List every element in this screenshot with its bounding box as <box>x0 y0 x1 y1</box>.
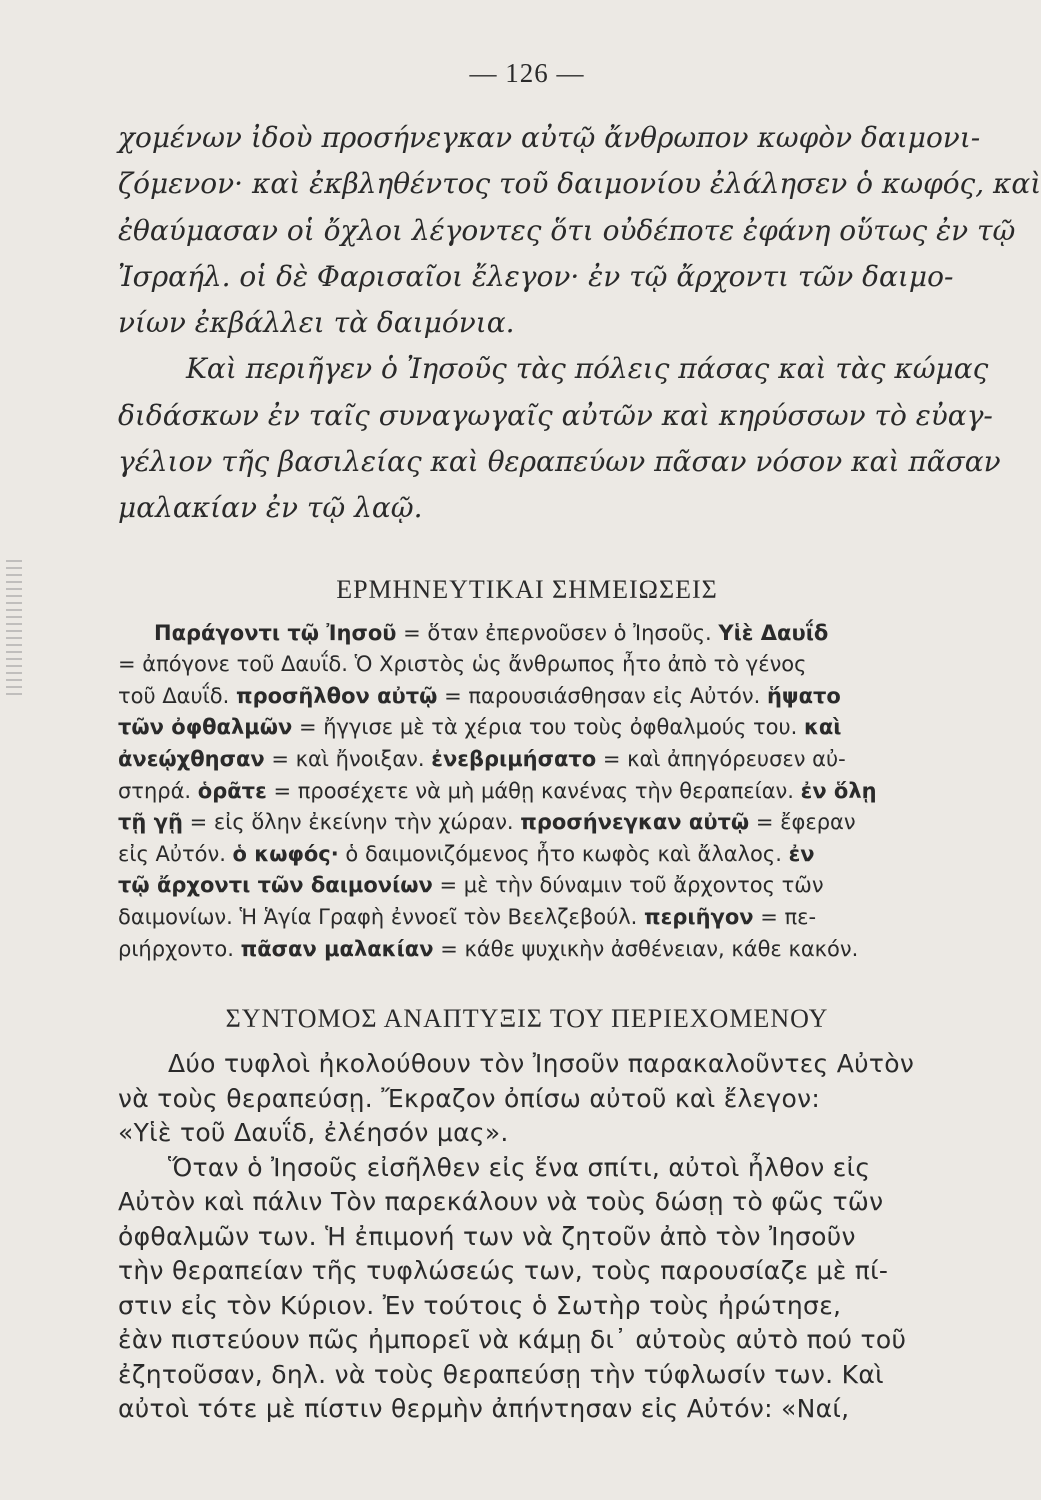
note-term: περιῆγον <box>644 905 754 930</box>
scripture-line: νίων ἐκβάλλει τὰ δαιμόνια. <box>118 306 515 340</box>
scripture-text <box>118 115 1041 532</box>
note-gloss: = ἀπόγονε τοῦ Δαυΐδ. Ὁ Χριστὸς ὡς ἄνθρωπος ἦτο ἀπὸ τὸ γένος <box>118 652 807 677</box>
scripture-line: Καὶ περιῆγεν ὁ Ἰησοῦς τὰς πόλεις πάσας καὶ τὰς κώμας <box>186 352 989 386</box>
note-line <box>118 712 936 744</box>
note-gloss: = εἰς ὅλην ἐκείνην τὴν χώραν. <box>182 810 521 835</box>
note-line <box>118 744 936 776</box>
summary-line: Δύο τυφλοὶ ἠκολούθουν τὸν Ἰησοῦν παρακαλοῦντες Αὐτὸν <box>168 1049 915 1079</box>
summary-line: ἐζητοῦσαν, δηλ. νὰ τοὺς θεραπεύσῃ τὴν τύφλωσίν των. Καὶ <box>118 1359 884 1389</box>
note-term: ὁ κωφός· <box>232 841 339 866</box>
summary-line: νὰ τοὺς θεραπεύσῃ. Ἔκραζον ὀπίσω αὐτοῦ καὶ ἔλεγον: <box>118 1083 821 1113</box>
note-term: Παράγοντι τῷ Ἰησοῦ <box>154 620 397 645</box>
note-term: καὶ <box>803 715 842 740</box>
note-term: τῷ ἄρχοντι τῶν δαιμονίων <box>118 873 433 898</box>
note-gloss: ριήρχοντο. <box>118 936 241 961</box>
note-gloss: = παρουσιάσθησαν εἰς Αὐτόν. <box>437 683 767 708</box>
margin-scan-mark <box>6 560 22 700</box>
summary-line: ἐὰν πιστεύουν πῶς ἠμπορεῖ νὰ κάμῃ δι᾿ αὐτοὺς αὐτὸ πού τοῦ <box>118 1325 907 1355</box>
note-line <box>118 934 936 966</box>
note-term: τῶν ὀφθαλμῶν <box>118 715 293 740</box>
scripture-line: γέλιον τῆς βασιλείας καὶ θεραπεύων πᾶσαν νόσον καὶ πᾶσαν <box>118 445 1001 479</box>
note-term: προσῆλθον αὐτῷ <box>235 683 438 708</box>
note-gloss: = καὶ ἤνοιξαν. <box>264 747 432 772</box>
note-gloss: = κάθε ψυχικὴν ἀσθένειαν, κάθε κακόν. <box>433 936 859 961</box>
scripture-line: διδάσκων ἐν ταῖς συναγωγαῖς αὐτῶν καὶ κηρύσσων τὸ εὐαγ- <box>118 398 993 432</box>
page-number: — 126 — <box>469 58 585 88</box>
note-gloss: στηρά. <box>118 778 198 803</box>
note-term: προσήνεγκαν αὐτῷ <box>520 810 750 835</box>
summary-text <box>118 1047 936 1427</box>
note-term: ἐν <box>788 841 815 866</box>
note-line <box>118 902 936 934</box>
note-gloss: = ἤγγισε μὲ τὰ χέρια του τοὺς ὀφθαλμούς του. <box>292 715 804 740</box>
note-line <box>118 839 936 871</box>
note-gloss: δαιμονίων. Ἡ Ἁγία Γραφὴ ἐννοεῖ τὸν Βεελζεβούλ. <box>118 905 645 930</box>
scripture-line: ἐθαύμασαν οἱ ὄχλοι λέγοντες ὅτι οὐδέποτε ἐφάνη οὕτως ἐν τῷ <box>118 213 1016 247</box>
note-line <box>118 618 936 650</box>
scripture-line: χομένων ἰδοὺ προσήνεγκαν αὐτῷ ἄνθρωπον κωφὸν δαιμονι- <box>118 121 981 154</box>
note-term: πᾶσαν μαλακίαν <box>240 936 434 961</box>
note-term: ἥψατο <box>766 683 841 708</box>
note-line <box>118 807 936 839</box>
interpretive-notes <box>118 618 936 966</box>
scripture-line: ζόμενον· καὶ ἐκβληθέντος τοῦ δαιμονίου ἐλάλησεν ὁ κωφός, καὶ <box>118 167 1041 201</box>
scripture-line: μαλακίαν ἐν τῷ λαῷ. <box>118 491 423 525</box>
book-page <box>118 58 1041 1427</box>
summary-line: τὴν θεραπείαν τῆς τυφλώσεώς των, τοὺς παρουσίαζε μὲ πί- <box>118 1256 889 1286</box>
summary-line: ὀφθαλμῶν των. Ἡ ἐπιμονή των νὰ ζητοῦν ἀπὸ τὸν Ἰησοῦν <box>118 1221 856 1251</box>
summary-line: Ὅταν ὁ Ἰησοῦς εἰσῆλθεν εἰς ἕνα σπίτι, αὐτοὶ ἦλθον εἰς <box>168 1152 871 1182</box>
note-gloss: = ὅταν ἐπερνοῦσεν ὁ Ἰησοῦς. <box>396 620 719 645</box>
note-gloss: τοῦ Δαυΐδ. <box>118 683 236 708</box>
note-term: ὁρᾶτε <box>197 778 267 803</box>
note-gloss: ὁ δαιμονιζόμενος ἦτο κωφὸς καὶ ἄλαλος. <box>338 841 789 866</box>
note-term: τῇ γῇ <box>118 810 183 835</box>
summary-line: στιν εἰς τὸν Κύριον. Ἐν τούτοις ὁ Σωτὴρ τοὺς ἠρώτησε, <box>118 1290 842 1320</box>
note-gloss: = καὶ ἀπηγόρευσεν αὐ- <box>596 747 846 772</box>
note-line <box>118 870 936 902</box>
note-gloss: = ἔφεραν <box>749 810 856 835</box>
note-term: Υἱὲ Δαυΐδ <box>718 620 829 645</box>
summary-heading: ΣΥΝΤΟΜΟΣ ΑΝΑΠΤΥΞΙΣ ΤΟΥ ΠΕΡΙΕΧΟΜΕΝΟΥ <box>225 1004 829 1034</box>
summary-line: «Υἱὲ τοῦ Δαυΐδ, ἐλέησόν μας». <box>118 1118 509 1148</box>
note-line <box>118 649 936 681</box>
note-gloss: = προσέχετε νὰ μὴ μάθῃ κανένας τὴν θεραπείαν. <box>266 778 801 803</box>
summary-line: αὐτοὶ τότε μὲ πίστιν θερμὴν ἀπήντησαν εἰς Αὐτόν: «Ναί, <box>118 1394 850 1424</box>
note-term: ἀνεῴχθησαν <box>118 747 265 772</box>
note-term: ἐν ὅλῃ <box>800 778 877 803</box>
note-gloss: = μὲ τὴν δύναμιν τοῦ ἄρχοντος τῶν <box>432 873 824 898</box>
summary-line: Αὐτὸν καὶ πάλιν Τὸν παρεκάλουν νὰ τοὺς δώσῃ τὸ φῶς τῶν <box>118 1187 884 1217</box>
scripture-line: Ἰσραήλ. οἱ δὲ Φαρισαῖοι ἔλεγον· ἐν τῷ ἄρχοντι τῶν δαιμο- <box>118 259 954 293</box>
notes-heading: ΕΡΜΗΝΕΥΤΙΚΑΙ ΣΗΜΕΙΩΣΕΙΣ <box>336 574 718 604</box>
note-term: ἐνεβριμήσατο <box>431 747 597 772</box>
note-gloss: = πε- <box>753 905 817 930</box>
note-gloss: εἰς Αὐτόν. <box>118 841 233 866</box>
note-line <box>118 776 936 808</box>
note-line <box>118 681 936 713</box>
